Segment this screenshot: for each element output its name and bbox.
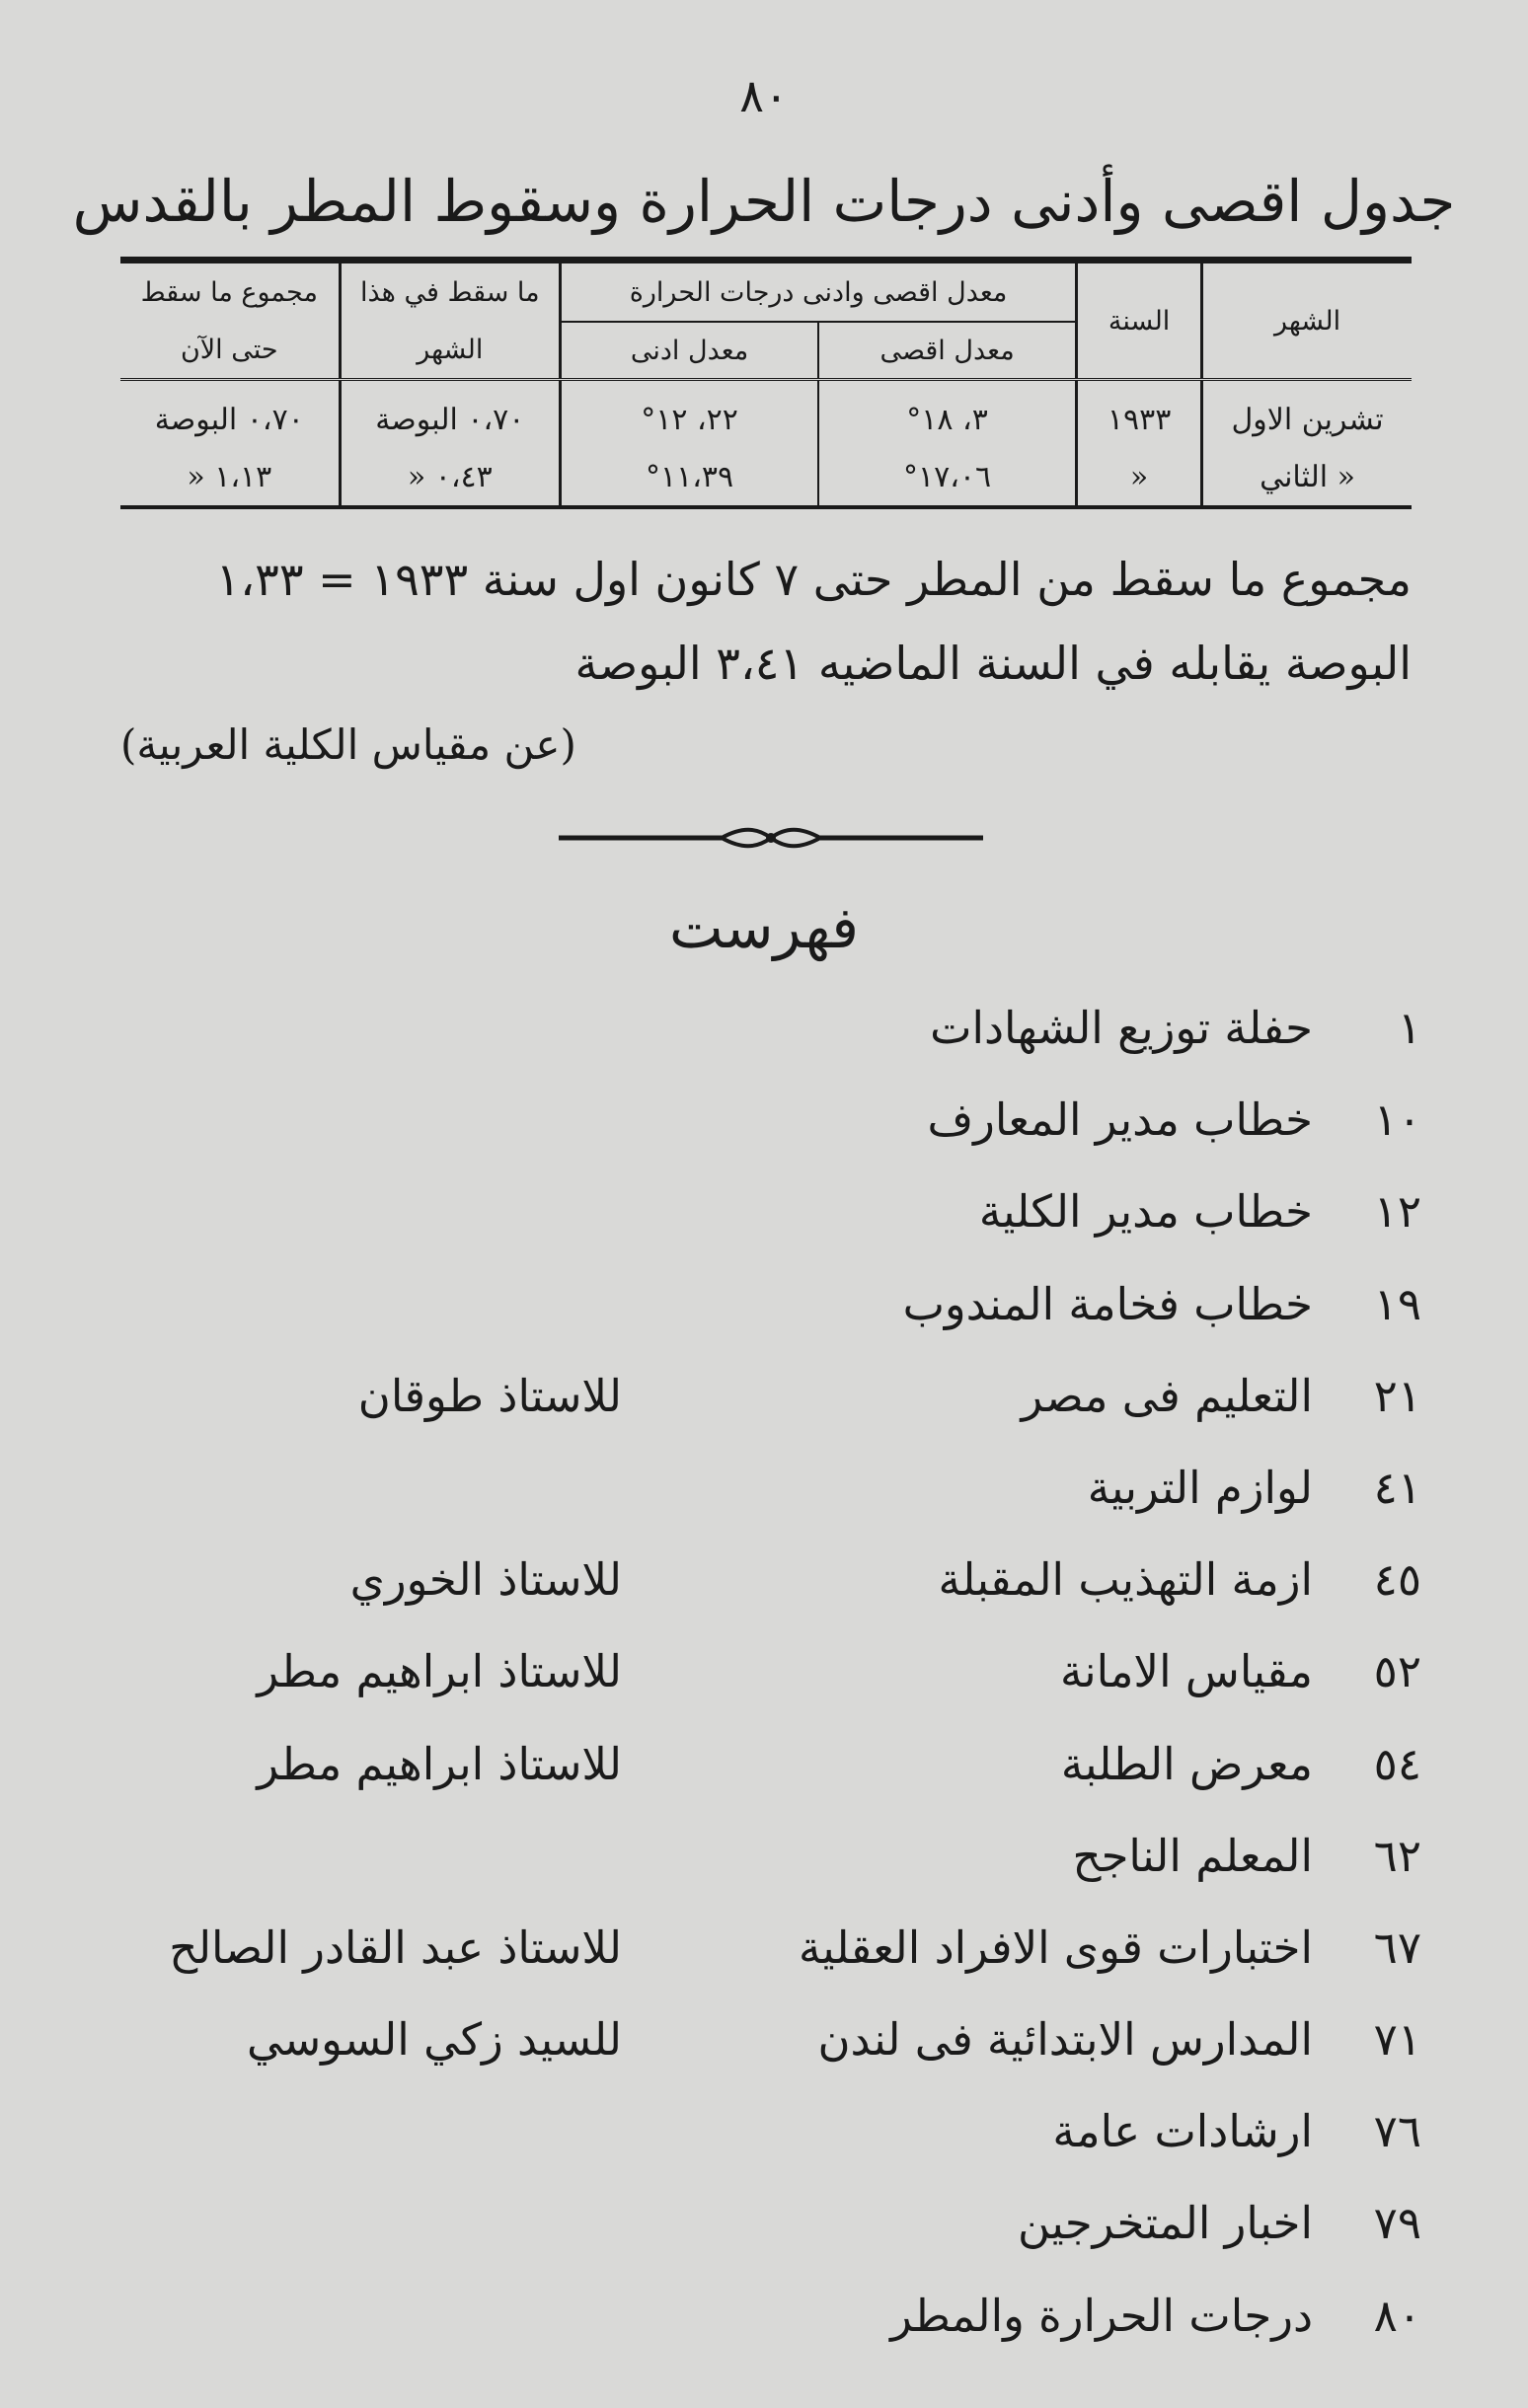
cell-max: ١٧،٠٦° [818, 448, 1077, 505]
toc-title: حفلة توزيع الشهادات [930, 1002, 1313, 1054]
toc-page-number: ١ [1397, 1002, 1421, 1054]
climate-table [120, 263, 1412, 505]
cell-total: ١،١٣ « [187, 459, 272, 494]
toc-page-number: ١٠ [1373, 1093, 1421, 1147]
toc-page-number: ٦٧ [1373, 1920, 1421, 1974]
toc-title: خطاب مدير المعارف [927, 1093, 1313, 1147]
header-fell-this-month: ما سقط في هذا [340, 263, 561, 322]
table-row [120, 380, 1412, 449]
toc-row [0, 2095, 1528, 2187]
cell-month: تشرين الاول [1202, 380, 1412, 449]
rainfall-summary-line-1: مجموع ما سقط من المطر حتى ٧ كانون اول سنة ١٩٣٣ = ١،٣٣ [215, 553, 1412, 606]
toc-page-number: ٧١ [1373, 2013, 1421, 2067]
toc-title: لوازم التربية [1087, 1461, 1313, 1514]
toc-page-number: ٤١ [1373, 1461, 1421, 1514]
toc-row [0, 1543, 1528, 1635]
cell-this-month: ٠،٤٣ « [340, 448, 561, 505]
toc-page-number: ٥٢ [1373, 1645, 1421, 1698]
header-min-avg: معدل ادنى [561, 322, 819, 380]
toc-title: اخبار المتخرجين [1018, 2197, 1313, 2250]
header-temperature: معدل اقصى وادنى درجات الحرارة [561, 263, 1077, 322]
toc-title: خطاب فخامة المندوب [902, 1277, 1313, 1330]
toc-author: للسيد زكي السوسي [246, 2013, 622, 2067]
cell-min: ١١،٣٩° [561, 448, 819, 505]
toc-title: خطاب مدير الكلية [978, 1185, 1313, 1239]
header-year: السنة [1077, 263, 1202, 380]
toc-page-number: ٢١ [1373, 1369, 1421, 1422]
toc-row [0, 2003, 1528, 2095]
toc-author: للاستاذ الخوري [349, 1553, 622, 1607]
toc-page-number: ٧٩ [1373, 2197, 1421, 2250]
header-max-avg: معدل اقصى [818, 322, 1077, 380]
toc-row [0, 1452, 1528, 1543]
toc-row [0, 2280, 1528, 2371]
header-total-fell-2: حتى الآن [180, 335, 278, 365]
toc-author: للاستاذ طوقان [357, 1369, 622, 1422]
page-number: ٨٠ [739, 69, 789, 122]
toc-row [0, 1820, 1528, 1912]
toc-row [0, 1268, 1528, 1360]
toc-title: ازمة التهذيب المقبلة [938, 1553, 1313, 1607]
climate-table-frame [120, 257, 1412, 509]
cell-year: « [1077, 448, 1202, 505]
toc-title: معرض الطلبة [1060, 1737, 1313, 1790]
header-fell-this-month-2: الشهر [340, 322, 561, 380]
toc-page-number: ٤٥ [1373, 1553, 1421, 1607]
toc-row [0, 1175, 1528, 1267]
toc-row [0, 1360, 1528, 1452]
toc-page-number: ١٢ [1373, 1185, 1421, 1239]
toc-row [0, 2187, 1528, 2279]
toc-title: اختبارات قوى الافراد العقلية [798, 1920, 1313, 1974]
toc-row [0, 1084, 1528, 1175]
toc-row [0, 1635, 1528, 1727]
toc-page-number: ٧٦ [1373, 2105, 1421, 2158]
toc-title: المدارس الابتدائية فى لندن [817, 2013, 1313, 2067]
toc-page-number: ٥٤ [1373, 1737, 1421, 1790]
cell-this-month: ٠،٧٠ البوصة [340, 380, 561, 449]
table-of-contents [0, 992, 1528, 2371]
toc-title: ارشادات عامة [1052, 2105, 1313, 2158]
toc-row [0, 992, 1528, 1084]
cell-year: ١٩٣٣ [1077, 380, 1202, 449]
toc-page-number: ٨٠ [1373, 2289, 1421, 2342]
toc-page-number: ٦٢ [1373, 1829, 1421, 1882]
toc-title: مقياس الامانة [1059, 1645, 1313, 1698]
ornamental-divider [559, 825, 983, 851]
table-row [120, 448, 1412, 505]
cell-max: ٣، ١٨° [818, 380, 1077, 449]
toc-row [0, 1912, 1528, 2003]
toc-author: للاستاذ ابراهيم مطر [257, 1737, 622, 1790]
header-total-fell: مجموع ما سقط [140, 277, 318, 308]
index-title: فهرست [668, 894, 859, 961]
toc-title: درجات الحرارة والمطر [890, 2289, 1313, 2342]
toc-page-number: ١٩ [1373, 1277, 1421, 1330]
toc-author: للاستاذ ابراهيم مطر [257, 1645, 622, 1698]
cell-min: ٢٢، ١٢° [561, 380, 819, 449]
header-month: الشهر [1202, 263, 1412, 380]
cell-month: « الثاني [1202, 448, 1412, 505]
rainfall-summary-line-2: البوصة يقابله في السنة الماضيه ٣،٤١ البوصة [574, 637, 1412, 690]
toc-title: المعلم الناجح [1072, 1829, 1313, 1882]
toc-title: التعليم فى مصر [1021, 1369, 1313, 1422]
cell-total: ٠،٧٠ البوصة [154, 402, 304, 437]
toc-row [0, 1728, 1528, 1820]
source-note: (عن مقياس الكلية العربية) [120, 720, 576, 769]
table-title: جدول اقصى وأدنى درجات الحرارة وسقوط المطر بالقدس [72, 168, 1456, 235]
toc-author: للاستاذ عبد القادر الصالح [169, 1920, 622, 1974]
